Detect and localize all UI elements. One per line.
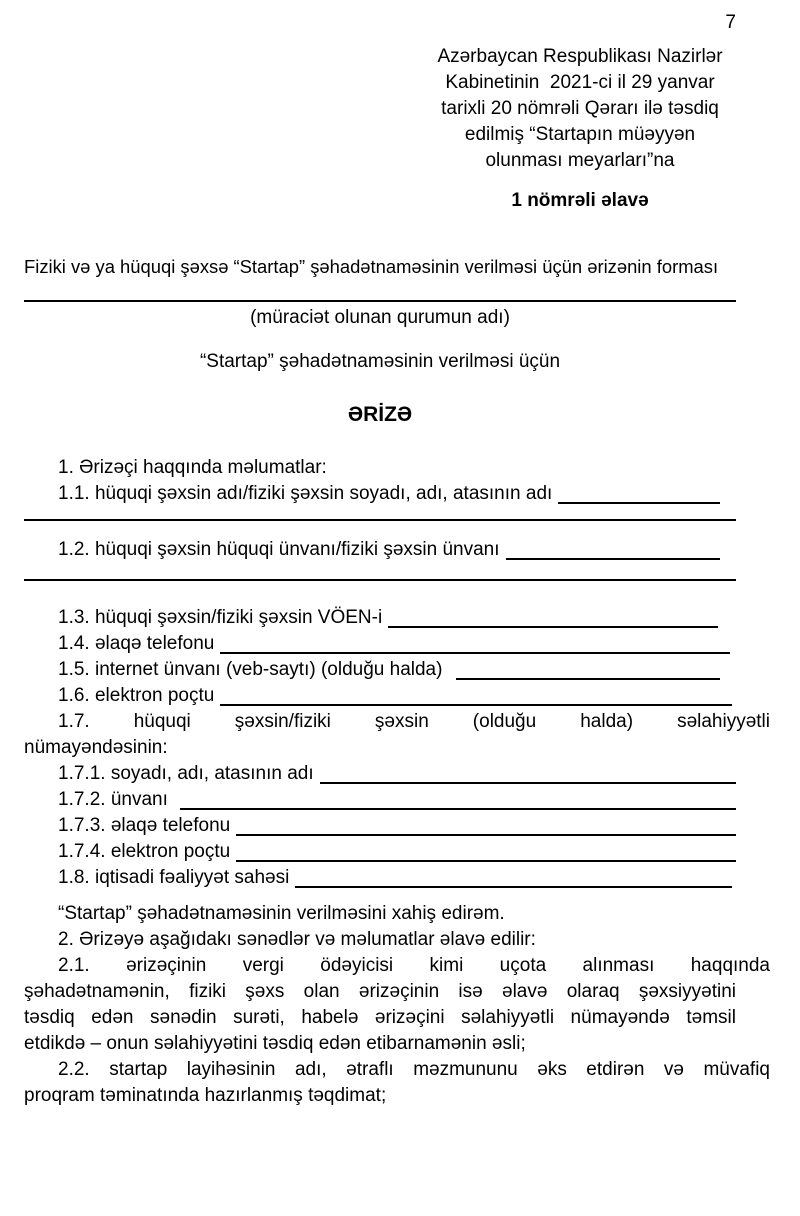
field-label-1-7-line1: 1.7. hüquqi şəxsin/fiziki şəxsin (olduğu halda) səlahiyyətli: [58, 711, 770, 732]
item-2-1-line: şəhadətnamənin, fiziki şəxs olan ərizəçinin isə əlavə olaraq şəxsiyyətini: [24, 981, 736, 1002]
approval-reference-line: tarixli 20 nömrəli Qərarı ilə təsdiq: [441, 98, 719, 119]
section-2-heading: 2. Ərizəyə aşağıdakı sənədlər və məlumatlar əlavə edilir:: [58, 929, 536, 950]
field-label-1-7-2: 1.7.2. ünvanı: [58, 789, 168, 810]
field-row-1-4: [24, 631, 736, 657]
page-number: 7: [725, 12, 736, 33]
field-label-1-2: 1.2. hüquqi şəxsin hüquqi ünvanı/fiziki şəxsin ünvanı: [58, 539, 500, 560]
field-fill-line: [180, 787, 736, 810]
field-continuation-line: [24, 507, 736, 521]
field-row-1-7-1: [24, 761, 736, 787]
approval-reference: [424, 44, 736, 174]
field-fill-line: [220, 631, 730, 654]
item-2-1-line: etdikdə – onun səlahiyyətini təsdiq edən etibarnamənin əsli;: [24, 1033, 526, 1054]
field-label-1-7-line2: nümayəndəsinin:: [24, 737, 168, 758]
field-1-7-paragraph: [24, 709, 770, 761]
field-label-1-7-3: 1.7.3. əlaqə telefonu: [58, 815, 231, 836]
approval-reference-line: edilmiş “Startapın müəyyən: [464, 124, 696, 145]
field-row-1-7-3: [24, 813, 736, 839]
org-name-caption: (müraciət olunan qurumun adı): [250, 307, 510, 328]
field-label-1-7-4: 1.7.4. elektron poçtu: [58, 841, 231, 862]
field-fill-line: [295, 865, 732, 888]
form-subtitle: “Startap” şəhadətnaməsinin verilməsi üçün: [199, 351, 561, 372]
field-row-1-5: [24, 657, 736, 683]
request-statement: “Startap” şəhadətnaməsinin verilməsini xahiş edirəm.: [58, 903, 505, 924]
field-row-1-7-2: [24, 787, 736, 813]
field-label-1-6: 1.6. elektron poçtu: [58, 685, 215, 706]
field-row-1-1: [24, 481, 736, 507]
field-row-1-3: [24, 605, 736, 631]
item-2-2-paragraph: [24, 1057, 770, 1109]
annex-label: 1 nömrəli əlavə: [511, 190, 649, 211]
field-label-1-1: 1.1. hüquqi şəxsin adı/fiziki şəxsin soyadı, adı, atasının adı: [58, 483, 553, 504]
approval-reference-line: Kabinetinin 2021-ci il 29 yanvar: [445, 72, 715, 93]
field-continuation-line: [24, 563, 736, 581]
item-2-2-line: proqram təminatında hazırlanmış təqdimat;: [24, 1085, 387, 1106]
field-row-1-2: [24, 537, 736, 563]
field-fill-line: [388, 605, 718, 628]
section-1-heading: 1. Ərizəçi haqqında məlumatlar:: [58, 457, 327, 478]
field-label-1-5: 1.5. internet ünvanı (veb-saytı) (olduğu halda): [58, 659, 443, 680]
field-fill-line: [558, 481, 720, 504]
item-2-1-paragraph: [24, 953, 770, 1057]
field-fill-line: [320, 761, 736, 784]
org-name-blank-line: [24, 280, 736, 302]
field-row-1-6: [24, 683, 736, 709]
item-2-1-line: təsdiq edən sənədin surəti, habelə ərizəçini səlahiyyətli nümayəndə təmsil: [24, 1007, 736, 1028]
field-fill-line: [236, 839, 736, 862]
field-row-1-7-4: [24, 839, 736, 865]
approval-reference-line: olunması meyarları”na: [485, 150, 675, 171]
form-intro-line: Fiziki və ya hüquqi şəxsə “Startap” şəhadətnaməsinin verilməsi üçün ərizənin forması: [24, 256, 719, 277]
field-label-1-3: 1.3. hüquqi şəxsin/fiziki şəxsin VÖEN-i: [58, 607, 383, 628]
field-row-1-8: [24, 865, 736, 891]
field-label-1-7-1: 1.7.1. soyadı, adı, atasının adı: [58, 763, 314, 784]
field-fill-line: [456, 657, 720, 680]
field-label-1-8: 1.8. iqtisadi fəaliyyət sahəsi: [58, 867, 290, 888]
field-fill-line: [236, 813, 736, 836]
item-2-1-line: 2.1. ərizəçinin vergi ödəyicisi kimi uçota alınması haqqında: [58, 955, 770, 976]
field-fill-line: [506, 537, 721, 560]
field-fill-line: [220, 683, 732, 706]
approval-reference-line: Azərbaycan Respublikası Nazirlər: [437, 46, 723, 67]
field-label-1-4: 1.4. əlaqə telefonu: [58, 633, 215, 654]
form-title: ƏRİZƏ: [347, 403, 413, 426]
item-2-2-line: 2.2. startap layihəsinin adı, ətraflı məzmununu əks etdirən və müvafiq: [58, 1059, 770, 1080]
